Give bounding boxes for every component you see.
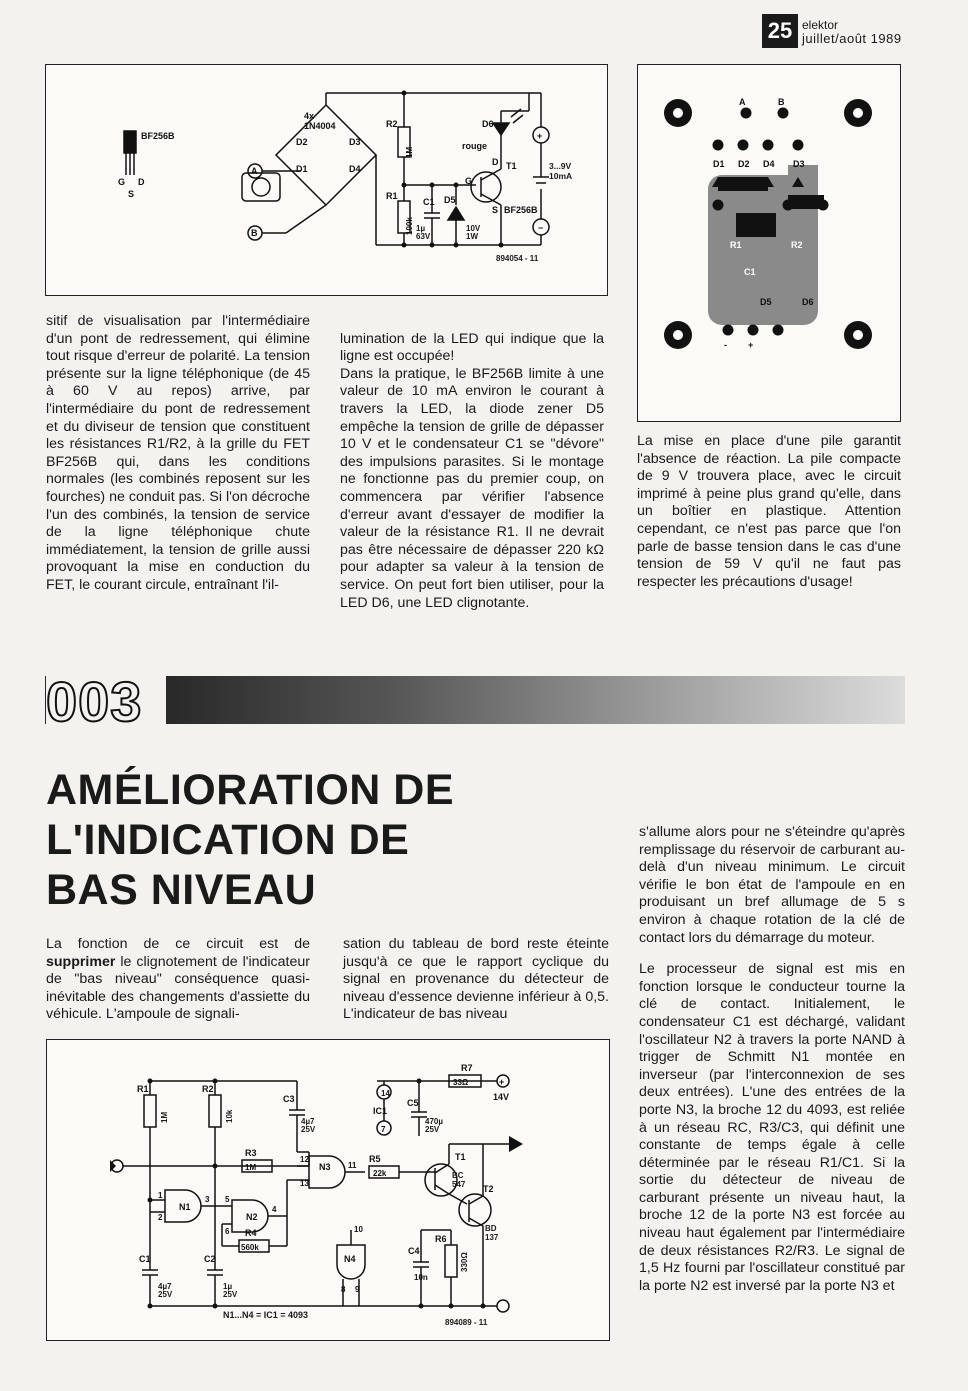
- f3-c1-value: 4µ7 25V: [158, 1282, 173, 1299]
- r1-label: R1: [386, 191, 398, 201]
- pcb-d4: D4: [763, 159, 775, 169]
- t1-pin-g: G: [465, 176, 473, 186]
- f3-n1: N1: [179, 1202, 191, 1212]
- f3-n3: N3: [319, 1162, 331, 1172]
- bridge-label: 4x 1N4004: [304, 111, 336, 131]
- r2-label: R2: [386, 119, 398, 129]
- article2-col2-text: sation du tableau de bord reste éteinte jusqu'à ce que le rapport cyclique du signal en provenance du détecteur de niveau d'essence devienne inférieur à 0,5. L'indicateur de bas niveau: [343, 936, 609, 1023]
- figure-low-level-schematic: [46, 1039, 610, 1341]
- f3-pin-6: 6: [225, 1227, 230, 1236]
- pcb-c1: C1: [744, 267, 756, 277]
- f3-c3-value: 4µ7 25V: [301, 1117, 316, 1134]
- d3-label: D3: [349, 137, 361, 147]
- title-line-3: BAS NIVEAU: [46, 866, 317, 914]
- f3-c2-value: 1µ 25V: [223, 1282, 238, 1299]
- article2-col3-para-2: Le processeur de signal est mis en fonction lorsque le conducteur tourne la clé de contact. Initialement, le condensateur C1 est déchargé, validant l'oscillateur N2 à travers la porte NAND à trigger de Schmitt N1 montée en inverseur (par l'interconnexion de ses deux entrées). L'une des entrées de la porte N3, la broche 12 du 4093, est reliée à un réseau RC, R3/C3, qui définit une constante de temps égale à celle déterminée par le réseau R1/C1. Si la sortie du détecteur de niveau de carburant présente un niveau haut, la broche 12 de la porte N3 est forcée au niveau haut également par l'intermédiaire de deux résistances R2/R3. Le signal de 1,5 Hz fourni par l'oscillateur constitué par la porte N2 est inversé par la porte N3 et: [639, 961, 905, 1294]
- title-line-2: L'INDICATION DE: [46, 816, 410, 864]
- f3-pin-7: 7: [381, 1125, 386, 1134]
- t1-pin-d: D: [492, 157, 499, 167]
- f3-t2-type: BD 137: [485, 1224, 499, 1242]
- f3-r4-value: 560k: [241, 1243, 259, 1252]
- f3-c2: C2: [204, 1254, 216, 1264]
- r2-value: 1M: [405, 146, 414, 158]
- pin-d: D: [138, 177, 145, 187]
- f3-c4-value: 10n: [414, 1273, 428, 1282]
- pin-s: S: [128, 189, 135, 199]
- f3-pin-8: 8: [341, 1285, 346, 1294]
- c1-value: 1µ 63V: [416, 224, 431, 241]
- article1-column-1: [46, 313, 310, 595]
- f3-t1: T1: [455, 1152, 466, 1162]
- f3-r5-value: 22k: [373, 1169, 387, 1178]
- article1-col1-text: sitif de visualisation par l'intermédiaire d'un pont de redressement, qui élimine tout risque d'erreur de polarité. La tension présente sur la ligne téléphonique (de 45 à 60 V au repos) arrive, par l'intermédiaire du pont de redressement et du diviseur de tension que constituent les résistances R1/R2, à la grille du FET BF256B qui, dans les conditions normales (les combinés reposent sur les fourches) ne conduit pas. Si l'on décroche l'un des combinés, la tension de service de la ligne téléphonique chute immédiatement, la tension de grille aussi provoquant la mise en conduction du FET, le courant circule, entraînant l'il-: [46, 313, 310, 593]
- pcb-a: A: [739, 97, 746, 107]
- f3-r6: R6: [435, 1234, 447, 1244]
- f3-c5-value: 470µ 25V: [425, 1117, 443, 1134]
- f3-supply: 14V: [493, 1092, 510, 1102]
- svg-text:−: −: [538, 223, 544, 233]
- section-banner: [45, 676, 905, 724]
- f3-pin-2: 2: [158, 1213, 163, 1222]
- pcb-d3: D3: [793, 159, 805, 169]
- f3-c1: C1: [139, 1254, 151, 1264]
- terminal-b: B: [251, 228, 258, 238]
- svg-text:+: +: [537, 131, 543, 141]
- d6-label: D6: [482, 119, 494, 129]
- article2-col1-text: La fonction de ce circuit est de supprimer le clignotement de l'indicateur de "bas niveau" conséquence quasi-inévitable des changements d'assiette du véhicule. L'ampoule de signali-: [46, 936, 310, 1023]
- article2-column-3: [639, 824, 905, 1295]
- article2-col3-para-1: s'allume alors pour ne s'éteindre qu'après remplissage du réservoir de carburant au-delà d'un niveau minimum. Le circuit vérifie le bon état de l'ampoule en en produisant un bref allumage de 5 s environ à chaque rotation de la clé de contact lors du démarrage du moteur.: [639, 824, 905, 946]
- f3-r1: R1: [137, 1084, 149, 1094]
- d6-color: rouge: [462, 141, 488, 151]
- pcb-d2: D2: [738, 159, 750, 169]
- f3-ic1: IC1: [373, 1106, 388, 1116]
- pcb-r2: R2: [791, 240, 803, 250]
- t1-pin-s: S: [492, 205, 499, 215]
- f3-c5: C5: [407, 1098, 419, 1108]
- schematic-2: [47, 1040, 608, 1339]
- article2-column-1: [46, 936, 310, 1024]
- f3-t2: T2: [483, 1184, 494, 1194]
- f3-c4: C4: [408, 1246, 420, 1256]
- article2-column-2: [343, 936, 609, 1024]
- c1-label: C1: [423, 197, 435, 207]
- issue-date: juillet/août 1989: [802, 31, 902, 46]
- pcb-minus: -: [724, 340, 727, 350]
- publication-info: [802, 19, 902, 45]
- f3-r3-value: 1M: [245, 1163, 257, 1172]
- f3-pin-1: 1: [158, 1191, 163, 1200]
- figure-pcb-layout: [637, 64, 901, 422]
- pcb-d5: D5: [760, 297, 772, 307]
- r1-value: 100k: [405, 217, 414, 235]
- figure-telephone-indicator-schematic: [45, 64, 608, 296]
- f3-r7: R7: [461, 1063, 473, 1073]
- figure-3-ref: 894089 - 11: [445, 1318, 488, 1327]
- article1-col3-text: La mise en place d'une pile garantit l'absence de réaction. La pile compacte de 9 V trouvera place, avec le circuit imprimé à peine plus grand qu'elle, dans un boîtier en plastique. Attention cependant, ce n'est pas parce que l'on parle de basse tension dans le cas d'une tension de 59 V qu'il ne faut pas respecter les précautions d'usage!: [637, 433, 901, 590]
- f3-r2: R2: [202, 1084, 214, 1094]
- f3-pin-12: 12: [300, 1155, 309, 1164]
- f3-c3: C3: [283, 1094, 295, 1104]
- f3-r6-value: 330Ω: [460, 1252, 469, 1272]
- pin-g: G: [118, 177, 126, 187]
- figure-1-ref: 894054 - 11: [496, 254, 539, 263]
- f3-n4: N4: [344, 1254, 356, 1264]
- svg-text:+: +: [499, 1077, 505, 1087]
- d4-label: D4: [349, 164, 361, 174]
- f3-r3: R3: [245, 1148, 257, 1158]
- pcb-d1: D1: [713, 159, 725, 169]
- article2-title: [46, 765, 566, 915]
- f3-footer: N1...N4 = IC1 = 4093: [223, 1310, 309, 1320]
- pcb-r1: R1: [730, 240, 742, 250]
- f3-r2-value: 10k: [225, 1109, 234, 1123]
- d1-label: D1: [296, 164, 308, 174]
- f3-r7-value: 33Ω: [453, 1078, 469, 1087]
- f3-pin-5: 5: [225, 1195, 230, 1204]
- title-line-1: AMÉLIORATION DE: [46, 766, 455, 814]
- f3-pin-14: 14: [381, 1089, 390, 1098]
- f3-n2: N2: [246, 1212, 258, 1222]
- d5-value: 10V 1W: [466, 224, 481, 241]
- section-number: 003: [46, 670, 143, 733]
- f3-r4: R4: [245, 1228, 257, 1238]
- d2-label: D2: [296, 137, 308, 147]
- t1-type: BF256B: [504, 205, 538, 215]
- pcb-b: B: [778, 97, 785, 107]
- pcb-drawing: [638, 65, 900, 355]
- pcb-d6: D6: [802, 297, 814, 307]
- f3-pin-10: 10: [354, 1225, 363, 1234]
- f3-pin-11: 11: [348, 1161, 357, 1170]
- article1-column-3: [637, 433, 901, 591]
- f3-r5: R5: [369, 1154, 381, 1164]
- magazine-name: elektor: [802, 18, 839, 32]
- supply-label: 3...9V 10mA: [549, 161, 573, 181]
- f3-t1-type: BC 547: [452, 1171, 466, 1189]
- t1-label: T1: [506, 161, 517, 171]
- f3-pin-3: 3: [205, 1195, 210, 1204]
- f3-r1-value: 1M: [160, 1111, 169, 1123]
- f3-pin-9: 9: [355, 1285, 360, 1294]
- pcb-plus: +: [748, 340, 754, 350]
- page-number: 25: [762, 14, 798, 48]
- terminal-a: A: [251, 166, 258, 176]
- transistor-label: BF256B: [141, 131, 175, 141]
- article1-column-2: [340, 313, 604, 630]
- article1-col2-text: lumination de la LED qui indique que la ligne est occupée! Dans la pratique, le BF256B limite à une valeur de 10 mA environ le courant à travers la LED, la diode zener D5 empêche la tension de grille de dépasser 10 V et le condensateur C1 se "dévore" des impulsions parasites. Si le montage ne fonctionne pas du premier coup, on commencera par vérifier l'absence d'erreur avant d'essayer de modifier la valeur de la résistance R1. Il ne devrait pas être nécessaire de dépasser 220 kΩ pour adapter sa valeur à la tension de service. On peut fort bien utiliser, pour la LED D6, une LED clignotante.: [340, 330, 604, 611]
- f3-pin-4: 4: [272, 1205, 277, 1214]
- f3-pin-13: 13: [300, 1179, 309, 1188]
- d5-label: D5: [444, 195, 456, 205]
